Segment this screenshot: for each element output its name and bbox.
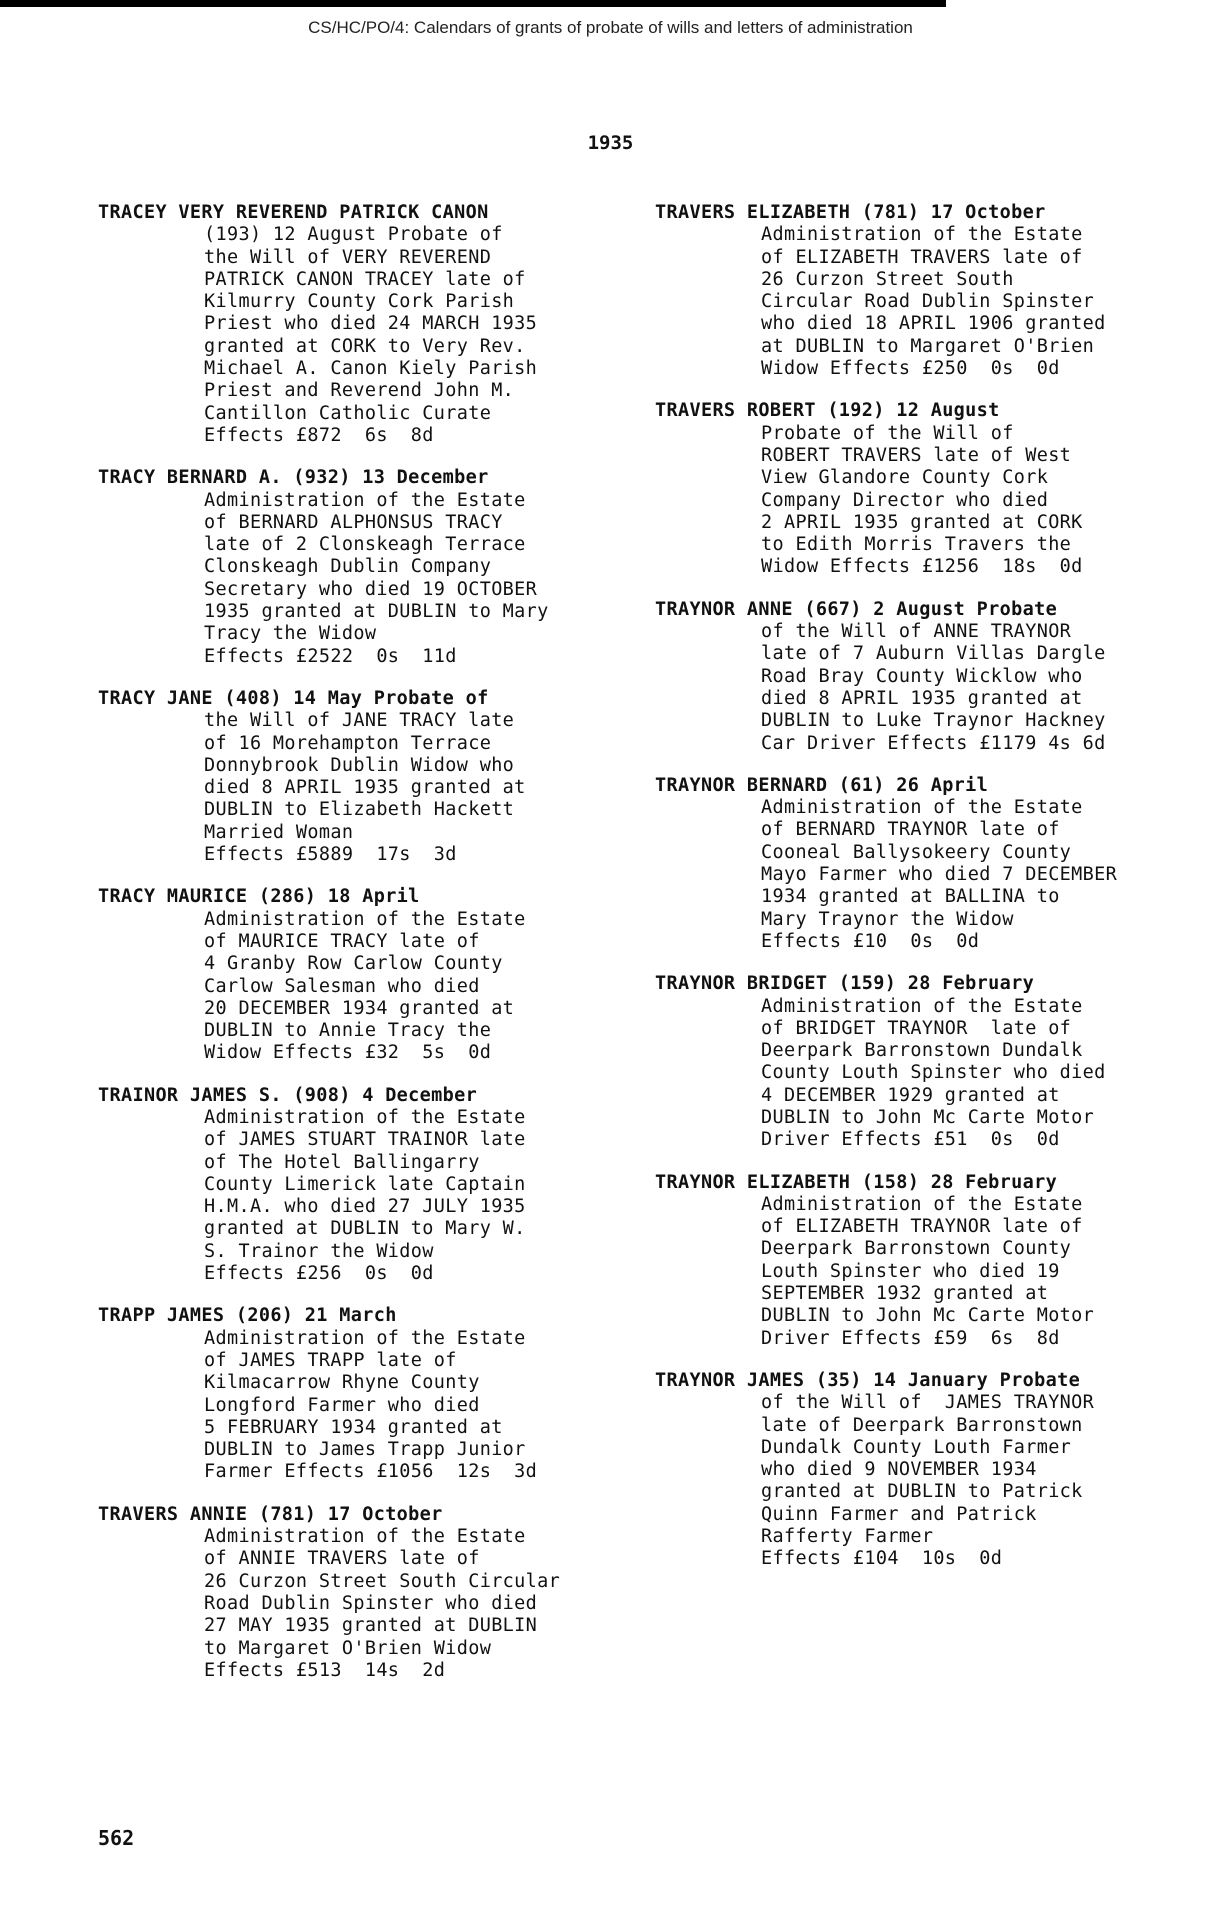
entry-heading: TRAPP JAMES (206) 21 March [98,1305,397,1327]
probate-entry [655,1172,1175,1350]
entry-line: Administration of the Estate [761,995,1083,1017]
entry-line: of BERNARD ALPHONSUS TRACY [204,511,503,533]
entry-line: Kilmacarrow Rhyne County [204,1372,480,1394]
entry-line: PATRICK CANON TRACEY late of [204,268,526,290]
entry-line: Rafferty Farmer [761,1526,934,1548]
entry-line: H.M.A. who died 27 JULY 1935 [204,1196,526,1218]
entry-line: Administration of the Estate [204,1526,526,1548]
entry-line: Widow Effects £1256 18s 0d [761,556,1083,578]
entry-heading: TRAYNOR ELIZABETH (158) 28 February [655,1171,1058,1193]
entry-line: 1935 granted at DUBLIN to Mary [204,601,549,623]
entry-line: DUBLIN to Luke Traynor Hackney [761,710,1106,732]
entry-line: of MAURICE TRACY late of [204,930,480,952]
entry-heading: TRAVERS ELIZABETH (781) 17 October [655,202,1046,223]
entry-line: Car Driver Effects £1179 4s 6d [761,732,1106,754]
entry-line: Administration of the Estate [204,489,526,511]
entry-line: 4 DECEMBER 1929 granted at [761,1084,1060,1106]
entry-line: of JAMES TRAPP late of [204,1349,457,1371]
entry-heading: TRAYNOR ANNE (667) 2 August Probate [655,598,1058,620]
probate-entry [98,1504,618,1682]
entry-line: Longford Farmer who died [204,1394,480,1416]
entry-line: Road Dublin Spinster who died [204,1592,538,1614]
entry-line: Administration of the Estate [761,1193,1083,1215]
entry-heading: TRAVERS ANNIE (781) 17 October [98,1503,443,1525]
entry-line: 1934 granted at BALLINA to [761,886,1060,908]
entry-line: of BERNARD TRAYNOR late of [761,819,1060,841]
entry-line: died 8 APRIL 1935 granted at [204,777,526,799]
entry-line: Administration of the Estate [204,908,526,930]
entry-line: late of 7 Auburn Villas Dargle [761,643,1106,665]
entry-line: Priest who died 24 MARCH 1935 [204,313,538,335]
entry-line: who died 18 APRIL 1906 granted [761,313,1106,335]
entry-line: Mayo Farmer who died 7 DECEMBER [761,864,1118,886]
entry-line: granted at CORK to Very Rev. [204,335,526,357]
entry-line: 27 MAY 1935 granted at DUBLIN [204,1615,538,1637]
probate-entry [98,886,618,1064]
entry-line: of the Will of ANNE TRAYNOR [761,621,1072,643]
entry-line: the Will of VERY REVEREND [204,246,492,268]
entry-line: of the Will of JAMES TRAYNOR [761,1392,1095,1414]
entry-line: of ELIZABETH TRAVERS late of [761,246,1083,268]
entry-line: 26 Curzon Street South [761,268,1014,290]
entry-line: Cantillon Catholic Curate [204,402,492,424]
entry-line: died 8 APRIL 1935 granted at [761,687,1083,709]
entry-line: Farmer Effects £1056 12s 3d [204,1461,538,1483]
entry-line: of JAMES STUART TRAINOR late [204,1129,526,1151]
entry-line: 4 Granby Row Carlow County [204,953,503,975]
entry-line: Effects £10 0s 0d [761,930,980,952]
right-column [655,202,1175,1591]
entry-line: 20 DECEMBER 1934 granted at [204,997,515,1019]
entry-line: DUBLIN to Elizabeth Hackett [204,799,515,821]
entry-line: of ELIZABETH TRAYNOR late of [761,1216,1083,1238]
entry-line: Deerpark Barronstown County [761,1238,1072,1260]
entry-line: Administration of the Estate [204,1106,526,1128]
entry-line: Circular Road Dublin Spinster [761,291,1095,313]
entry-line: ROBERT TRAVERS late of West [761,444,1072,466]
entry-line: of The Hotel Ballingarry [204,1151,480,1173]
entry-heading: TRAYNOR JAMES (35) 14 January Probate [655,1369,1081,1391]
entry-line: Effects £872 6s 8d [204,424,434,446]
probate-entry [655,599,1175,755]
entry-line: Carlow Salesman who died [204,975,480,997]
entry-line: the Will of JANE TRACY late [204,710,515,732]
entry-line: Administration of the Estate [761,224,1083,246]
entry-line: to Edith Morris Travers the [761,534,1072,556]
entry-heading: TRAVERS ROBERT (192) 12 August [655,400,1000,422]
entry-line: (193) 12 August Probate of [204,224,503,246]
entry-line: Deerpark Barronstown Dundalk [761,1040,1083,1062]
probate-entry [98,1305,618,1483]
probate-entry [655,202,1175,380]
entry-line: Tracy the Widow [204,623,377,645]
entry-line: Effects £256 0s 0d [204,1263,434,1285]
entry-line: to Margaret O'Brien Widow [204,1637,492,1659]
entry-line: granted at DUBLIN to Mary W. [204,1218,526,1240]
entry-line: View Glandore County Cork [761,467,1049,489]
probate-entry [655,973,1175,1151]
entry-line: Probate of the Will of [761,422,1014,444]
entry-line: County Louth Spinster who died [761,1062,1106,1084]
entry-line: of BRIDGET TRAYNOR late of [761,1017,1072,1039]
probate-entry [98,1085,618,1286]
entry-line: late of Deerpark Barronstown [761,1414,1083,1436]
entry-line: Effects £513 14s 2d [204,1659,446,1681]
entry-line: Driver Effects £59 6s 8d [761,1327,1060,1349]
entry-line: County Limerick late Captain [204,1173,526,1195]
entry-line: Married Woman [204,821,354,843]
entry-line: Donnybrook Dublin Widow who [204,754,515,776]
entry-line: Effects £2522 0s 11d [204,645,457,667]
entry-line: Cooneal Ballysokeery County [761,841,1072,863]
entry-line: Secretary who died 19 OCTOBER [204,578,538,600]
entry-line: 5 FEBRUARY 1934 granted at [204,1416,503,1438]
entry-line: at DUBLIN to Margaret O'Brien [761,335,1095,357]
entry-heading: TRACY JANE (408) 14 May Probate of [98,687,489,709]
entry-line: DUBLIN to John Mc Carte Motor [761,1106,1095,1128]
entry-line: late of 2 Clonskeagh Terrace [204,534,526,556]
page-year: 1935 [587,132,634,154]
probate-entry [655,400,1175,578]
collection-reference: CS/HC/PO/4: Calendars of grants of probate of wills and letters of administration [308,18,913,37]
probate-entry [98,202,618,447]
entry-line: 2 APRIL 1935 granted at CORK [761,511,1083,533]
entry-line: DUBLIN to John Mc Carte Motor [761,1305,1095,1327]
probate-entry [655,775,1175,953]
entry-line: Widow Effects £250 0s 0d [761,358,1060,380]
entry-line: of 16 Morehampton Terrace [204,732,492,754]
entry-line: Driver Effects £51 0s 0d [761,1129,1060,1151]
entry-heading: TRAYNOR BRIDGET (159) 28 February [655,973,1035,995]
entry-line: Louth Spinster who died 19 [761,1260,1060,1282]
entry-line: of ANNIE TRAVERS late of [204,1548,480,1570]
entry-line: Administration of the Estate [761,797,1083,819]
entry-line: DUBLIN to Annie Tracy the [204,1020,492,1042]
entry-line: Priest and Reverend John M. [204,380,515,402]
entry-line: Kilmurry County Cork Parish [204,291,515,313]
page-number: 562 [98,1826,135,1850]
left-column [98,202,618,1702]
entry-heading: TRACY MAURICE (286) 18 April [98,886,420,908]
entry-heading: TRAYNOR BERNARD (61) 26 April [655,774,989,796]
entry-line: SEPTEMBER 1932 granted at [761,1283,1049,1305]
entry-heading: TRACEY VERY REVEREND PATRICK CANON [98,202,489,223]
entry-line: Widow Effects £32 5s 0d [204,1042,492,1064]
entry-line: Road Bray County Wicklow who [761,665,1083,687]
entry-line: Administration of the Estate [204,1327,526,1349]
entry-line: Effects £5889 17s 3d [204,844,457,866]
probate-entry [98,688,618,866]
entry-line: DUBLIN to James Trapp Junior [204,1439,526,1461]
entry-line: Quinn Farmer and Patrick [761,1503,1037,1525]
entry-line: granted at DUBLIN to Patrick [761,1481,1083,1503]
entry-line: Effects £104 10s 0d [761,1548,1003,1570]
entry-line: S. Trainor the Widow [204,1240,434,1262]
top-rule [0,0,946,7]
entry-heading: TRACY BERNARD A. (932) 13 December [98,467,489,489]
entry-line: Mary Traynor the Widow [761,908,1014,930]
probate-entry [655,1370,1175,1571]
entry-line: who died 9 NOVEMBER 1934 [761,1459,1037,1481]
entry-heading: TRAINOR JAMES S. (908) 4 December [98,1084,478,1106]
entry-line: Clonskeagh Dublin Company [204,556,492,578]
entry-line: Company Director who died [761,489,1049,511]
probate-entry [98,467,618,668]
entry-line: Michael A. Canon Kiely Parish [204,358,538,380]
entry-line: 26 Curzon Street South Circular [204,1570,561,1592]
entry-line: Dundalk County Louth Farmer [761,1436,1072,1458]
